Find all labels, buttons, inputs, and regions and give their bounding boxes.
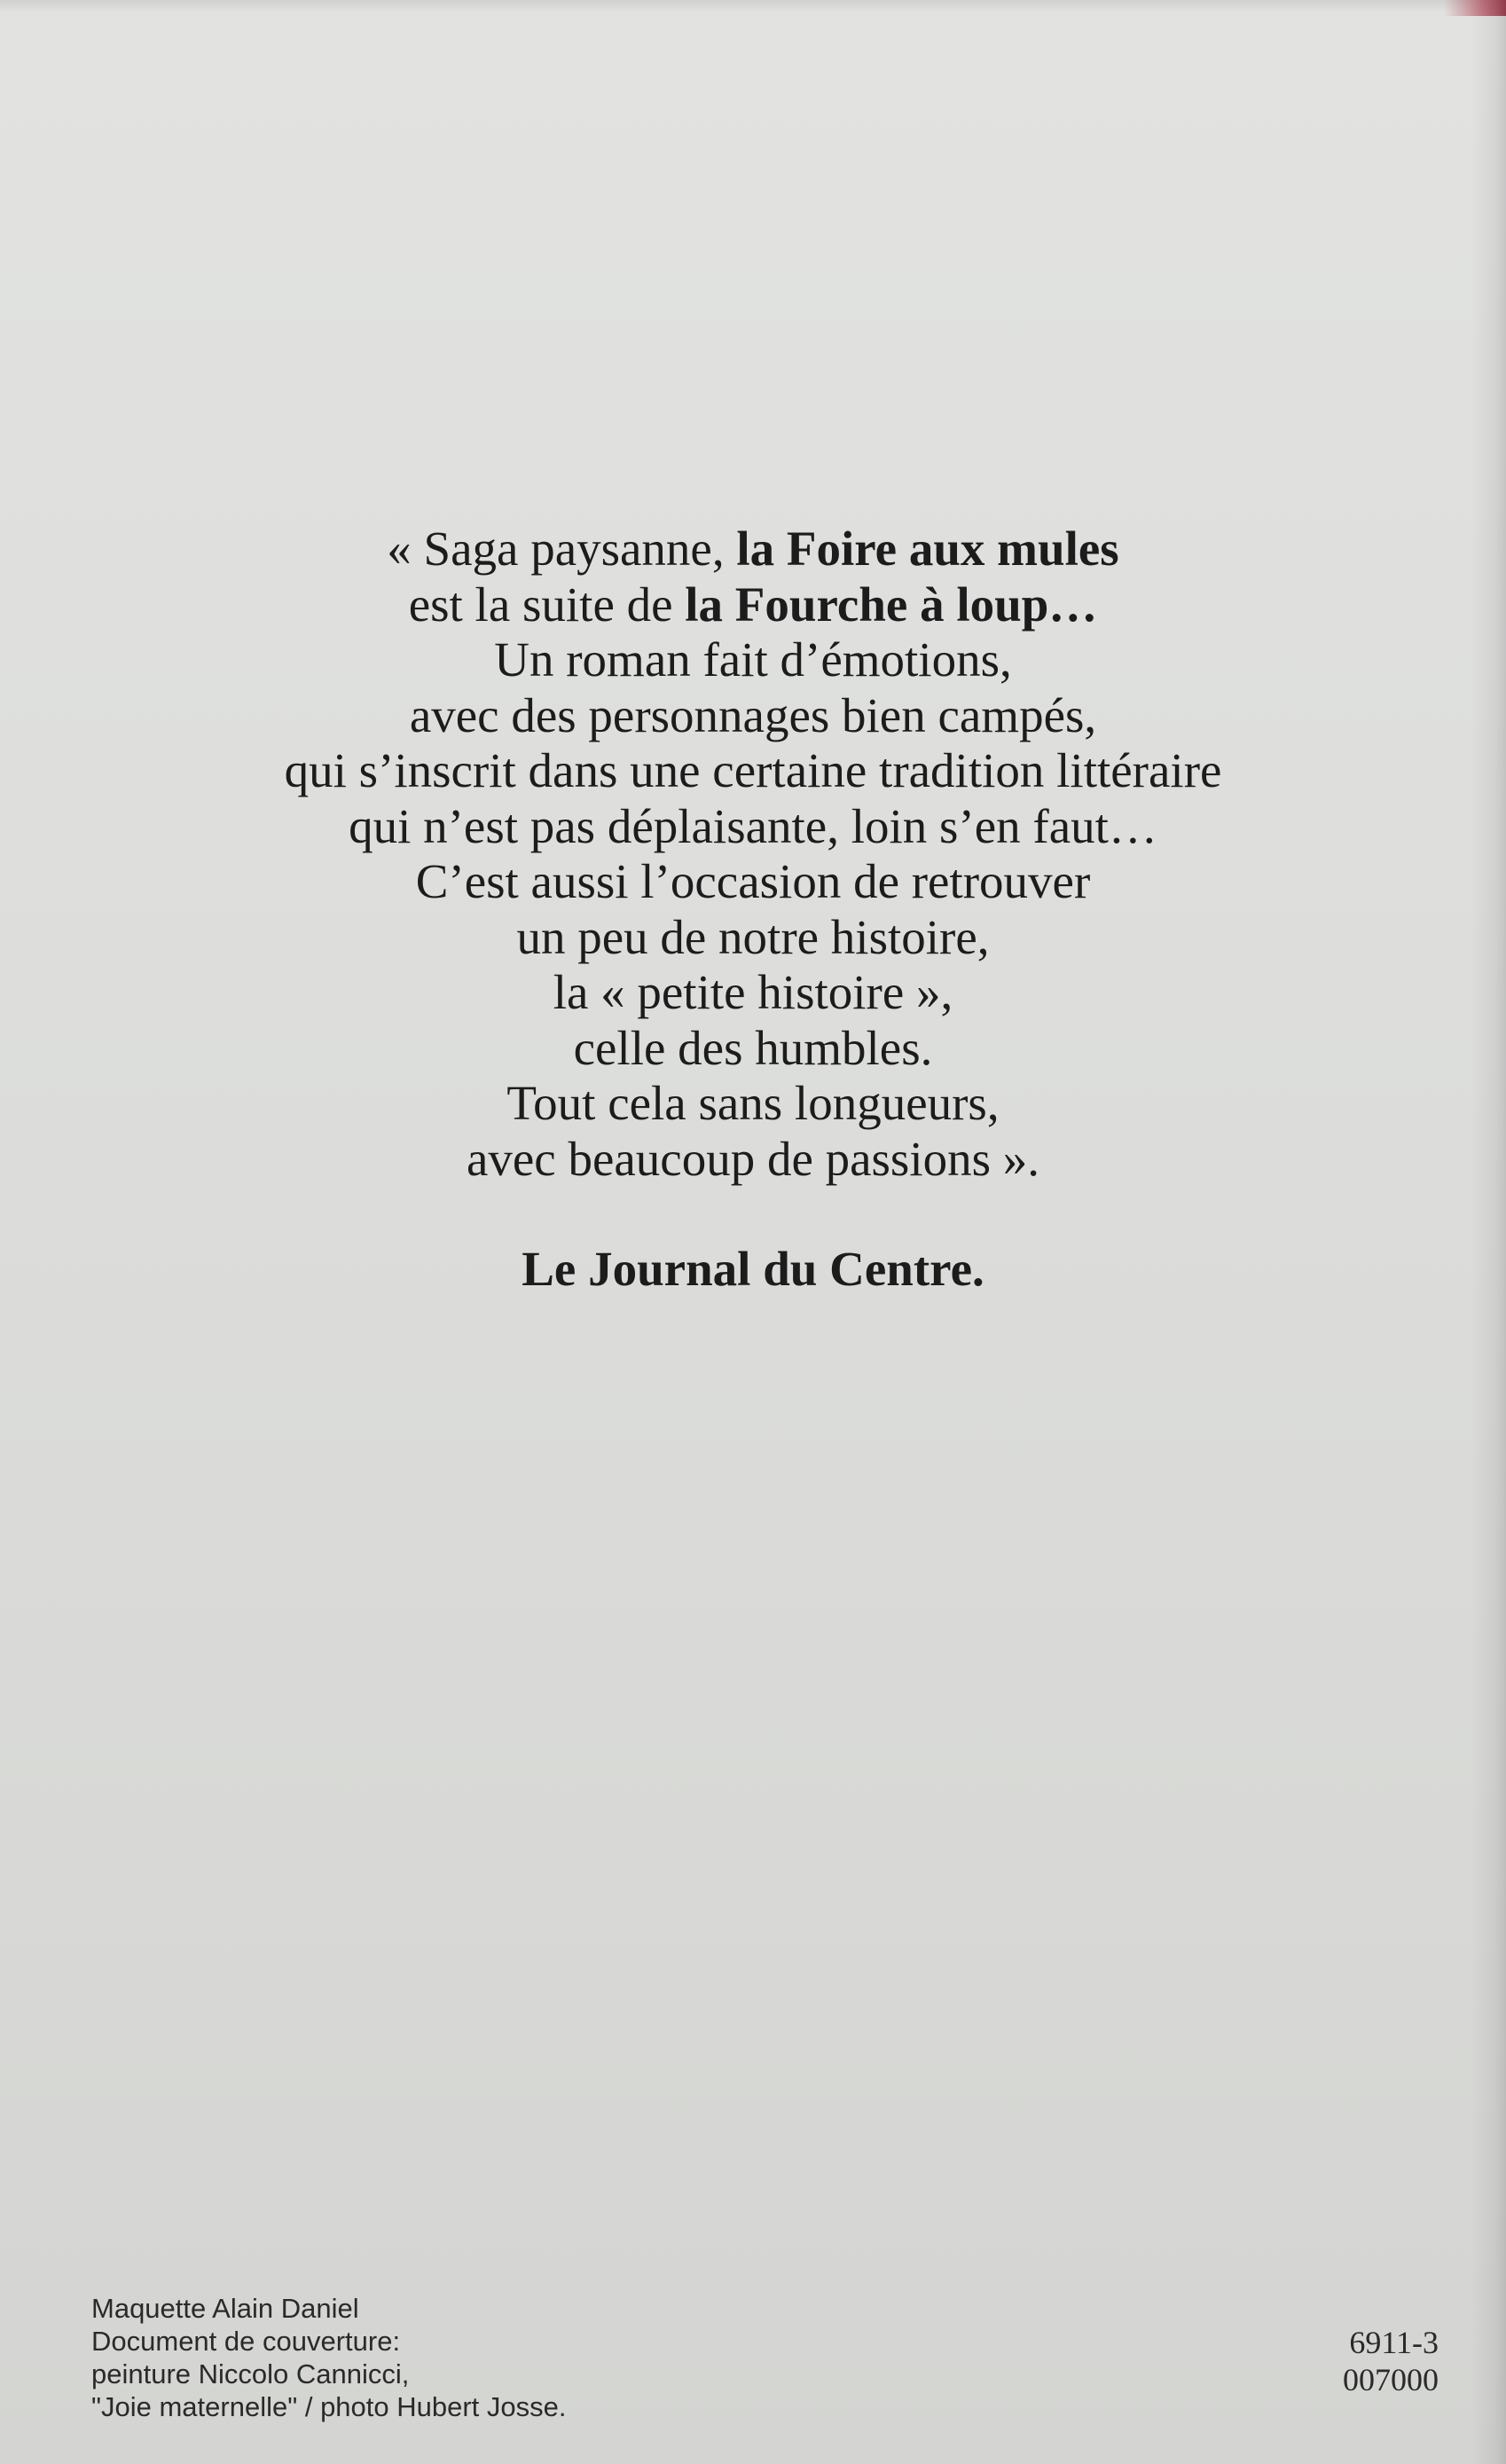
quote-source: Le Journal du Centre. [522, 1242, 984, 1296]
quote-line-7: C’est aussi l’occasion de retrouver [415, 854, 1091, 908]
quote-line-2: est la suite de la Fourche à loup… [408, 577, 1098, 632]
book-title-fourche: la Fourche à loup… [685, 577, 1098, 632]
cover-credits [91, 2292, 567, 2423]
book-title-foire: la Foire aux mules [736, 522, 1119, 576]
quote-line-9: la « petite histoire », [553, 965, 953, 1019]
credit-line-2: Document de couverture: [91, 2326, 401, 2357]
quote-line-11: Tout cela sans longueurs, [506, 1076, 1000, 1130]
quote-line-3: Un roman fait d’émotions, [494, 632, 1012, 687]
quote-line-6: qui n’est pas déplaisante, loin s’en faut… [349, 798, 1157, 853]
top-edge-shadow [0, 0, 1506, 12]
quote-line-10: celle des humbles. [573, 1020, 933, 1075]
right-edge-shadow [1471, 0, 1506, 2464]
quote-line-1: « Saga paysanne, la Foire aux mules [387, 522, 1119, 576]
quote-line-12: avec beaucoup de passions ». [466, 1131, 1040, 1186]
quote-line-5: qui s’inscrit dans une certaine tradition littéraire [284, 743, 1222, 797]
credit-line-1: Maquette Alain Daniel [91, 2293, 359, 2324]
catalog-code-1: 6911-3 [1349, 2325, 1439, 2360]
credit-line-3: peinture Niccolo Cannicci, [91, 2358, 410, 2389]
catalog-code-2: 007000 [1343, 2362, 1439, 2397]
quote-line-8: un peu de notre histoire, [516, 909, 990, 964]
review-quote [0, 522, 1506, 1187]
quote-line-4: avec des personnages bien campés, [409, 687, 1097, 742]
credit-line-4: "Joie maternelle" / photo Hubert Josse. [91, 2391, 567, 2422]
catalog-codes [1343, 2324, 1439, 2398]
